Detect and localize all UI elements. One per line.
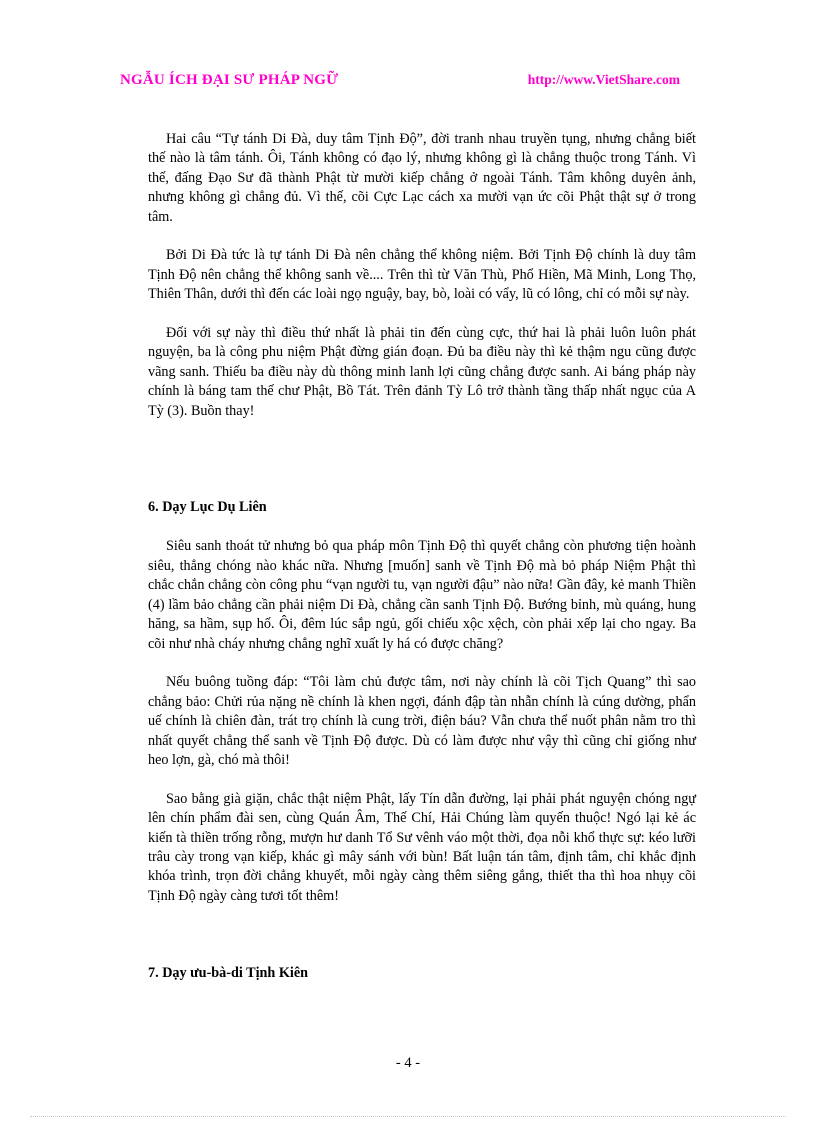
- paragraph-3-text: Đối với sự này thì điều thứ nhất là phải tin đến cùng cực, thứ hai là phải luôn luôn phát nguyện, ba là công phu niệm Phật đừng gián đoạn. Đủ ba điều này thì kẻ thậm ngu cũng được vãng sanh. Thiếu ba điều này dù thông minh lanh lợi cũng chẳng được sanh. Ai báng pháp này chính là báng tam thế chư Phật, Bồ Tát. Trên đảnh Tỳ Lô trở thành tầng thấp nhất ngục của A Tỳ (3). Buồn thay!: [148, 325, 696, 419]
- page-header: [120, 72, 680, 94]
- page-bottom-divider: [30, 1116, 786, 1117]
- paragraph-1: [148, 130, 696, 227]
- paragraph-2-text: Bởi Di Đà tức là tự tánh Di Đà nên chẳng thể không niệm. Bởi Tịnh Độ chính là duy tâm Tịnh Độ nên chẳng thể không sanh về.... Trên thì từ Văn Thù, Phổ Hiền, Mã Minh, Long Thọ, Thiên Thân, dưới thì đến các loài ngọ nguậy, bay, bò, loài có vẩy, lũ có lông, chỉ có mỗi sự này.: [148, 247, 696, 303]
- section-6-paragraph-1: Siêu sanh thoát tử nhưng bỏ qua pháp môn Tịnh Độ thì quyết chẳng còn phương tiện hoành siêu, thẳng chóng nào khác nữa. Nhưng [muốn] sanh về Tịnh Độ mà bỏ pháp Niệm Phật thì chắc chắn chẳng còn công phu “vạn người tu, vạn người đậu” nào nữa! Gần đây, kẻ manh Thiền (4) lầm bảo chẳng cần phải niệm Di Đà, chẳng cần sanh Tịnh Độ. Bướng bỉnh, mù quáng, hung hăng, sa hầm, sụp hố. Ôi, đêm lúc sắp ngủ, gối chiếu xộc xệch, còn phải xếp lại cho ngay. Ba cõi như nhà cháy nhưng chẳng nghĩ xuất ly há có được chăng?: [148, 538, 696, 652]
- document-body: [148, 130, 696, 984]
- page-number: - 4 -: [395, 1055, 421, 1071]
- section-6-paragraph-3: Sao bằng già giặn, chắc thật niệm Phật, lấy Tín dẫn đường, lại phải phát nguyện chóng ngự lên chín phẩm đài sen, cùng Quán Âm, Thế Chí, Hải Chúng làm quyến thuộc! Ngó lại kẻ ác kiến tà thiền trống rỗng, mượn hư danh Tổ Sư vênh váo một thời, đọa nỗi khổ thực sự: kéo lưỡi trâu cày trong vạn kiếp, khác gì mây sánh với bùn! Bất luận tán tâm, định tâm, chỉ khắc định khóa trình, trọn đời chẳng khuyết, mỗi ngày càng thêm siêng gắng, thiết tha thì hoa nhụy cõi Tịnh Độ ngày càng tươi tốt thêm!: [148, 790, 696, 904]
- section-7-heading: 7. Dạy ưu-bà-di Tịnh Kiên: [148, 965, 309, 982]
- section-6-heading: 6. Dạy Lục Dụ Liên: [148, 499, 267, 516]
- paragraph-3: [148, 324, 696, 421]
- header-title: NGẪU ÍCH ĐẠI SƯ PHÁP NGỮ: [120, 72, 339, 88]
- paragraph-1-text: Hai câu “Tự tánh Di Đà, duy tâm Tịnh Độ”, đời tranh nhau truyền tụng, nhưng chẳng biết thế nào là tâm tánh. Ôi, Tánh không có đạo lý, nhưng không gì là chẳng thuộc trong Tánh. Vì thế, đấng Đạo Sư đã thành Phật từ mười kiếp chẳng ở ngoài Tánh. Tâm không duyên ảnh, nhưng không gì chẳng đủ. Vì thế, cõi Cực Lạc cách xa mười vạn ức cõi Phật thật sự ở trong tâm.: [148, 131, 696, 225]
- section-6-paragraph-2: Nếu buông tuồng đáp: “Tôi làm chủ được tâm, nơi này chính là cõi Tịch Quang” thì sao chẳng bảo: Chửi rủa nặng nề chính là khen ngợi, đánh đập tàn nhẫn chính là cúng dường, phẩn uế chính là chiên đàn, trát trọ chính là cung trời, điện báu? Vẫn chưa thể nuốt phân nằm tro thì nhất quyết chẳng thể sanh về Tịnh Độ được. Dù có làm được như vậy thì cũng chỉ giống như heo lợn, gà, chó mà thôi!: [148, 674, 696, 768]
- header-url-link[interactable]: http://www.VietShare.com: [527, 72, 680, 87]
- paragraph-2: [148, 246, 696, 304]
